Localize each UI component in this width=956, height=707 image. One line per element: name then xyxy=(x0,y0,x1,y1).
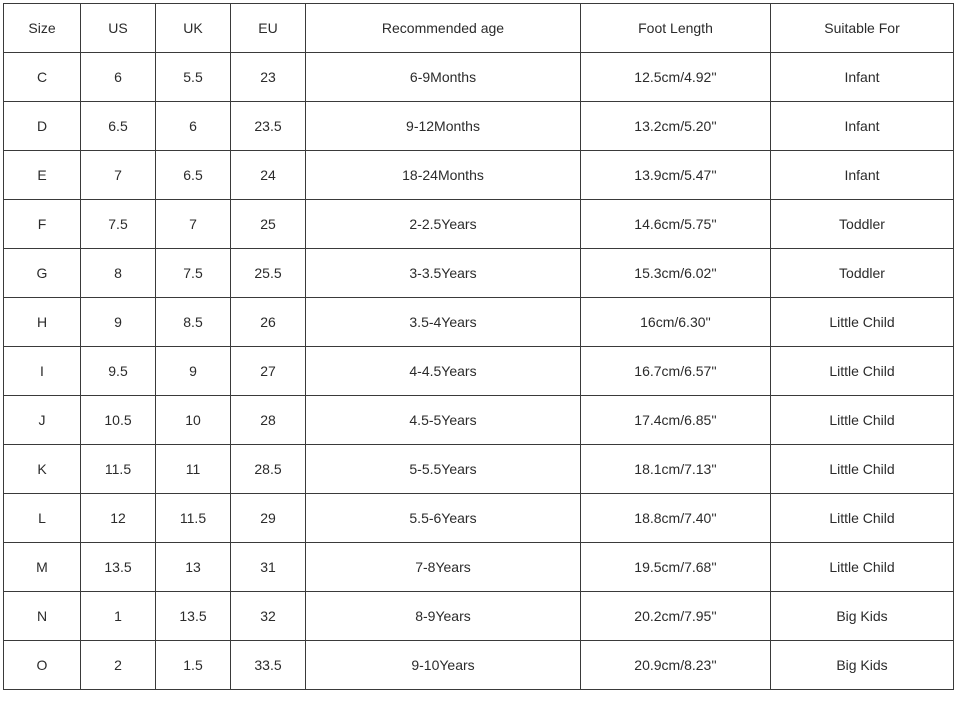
cell-recommended-age: 9-10Years xyxy=(306,641,581,690)
cell-recommended-age: 5-5.5Years xyxy=(306,445,581,494)
table-row xyxy=(4,543,954,592)
table-row xyxy=(4,445,954,494)
cell-eu: 31 xyxy=(231,543,306,592)
column-header-recommended-age: Recommended age xyxy=(306,4,581,53)
cell-foot-length: 18.8cm/7.40'' xyxy=(581,494,771,543)
cell-foot-length: 13.9cm/5.47'' xyxy=(581,151,771,200)
cell-suitable-for: Little Child xyxy=(771,445,954,494)
table-row xyxy=(4,151,954,200)
cell-foot-length: 18.1cm/7.13'' xyxy=(581,445,771,494)
cell-eu: 25 xyxy=(231,200,306,249)
table-body xyxy=(4,53,954,690)
cell-size: J xyxy=(4,396,81,445)
table-row xyxy=(4,592,954,641)
cell-recommended-age: 8-9Years xyxy=(306,592,581,641)
table-row xyxy=(4,53,954,102)
cell-eu: 23 xyxy=(231,53,306,102)
cell-eu: 25.5 xyxy=(231,249,306,298)
cell-foot-length: 19.5cm/7.68'' xyxy=(581,543,771,592)
cell-foot-length: 13.2cm/5.20'' xyxy=(581,102,771,151)
cell-eu: 32 xyxy=(231,592,306,641)
cell-eu: 28.5 xyxy=(231,445,306,494)
table-row xyxy=(4,249,954,298)
cell-size: K xyxy=(4,445,81,494)
cell-uk: 1.5 xyxy=(156,641,231,690)
cell-uk: 10 xyxy=(156,396,231,445)
cell-suitable-for: Infant xyxy=(771,151,954,200)
column-header-us: US xyxy=(81,4,156,53)
table-row xyxy=(4,641,954,690)
column-header-eu: EU xyxy=(231,4,306,53)
cell-size: F xyxy=(4,200,81,249)
cell-foot-length: 15.3cm/6.02'' xyxy=(581,249,771,298)
cell-suitable-for: Toddler xyxy=(771,200,954,249)
cell-recommended-age: 7-8Years xyxy=(306,543,581,592)
cell-suitable-for: Little Child xyxy=(771,396,954,445)
cell-size: O xyxy=(4,641,81,690)
cell-uk: 7 xyxy=(156,200,231,249)
cell-eu: 27 xyxy=(231,347,306,396)
cell-eu: 26 xyxy=(231,298,306,347)
cell-uk: 5.5 xyxy=(156,53,231,102)
column-header-suitable-for: Suitable For xyxy=(771,4,954,53)
cell-foot-length: 20.2cm/7.95'' xyxy=(581,592,771,641)
cell-us: 7.5 xyxy=(81,200,156,249)
cell-us: 9.5 xyxy=(81,347,156,396)
table-row xyxy=(4,494,954,543)
cell-uk: 13 xyxy=(156,543,231,592)
cell-suitable-for: Infant xyxy=(771,53,954,102)
cell-size: E xyxy=(4,151,81,200)
cell-suitable-for: Little Child xyxy=(771,543,954,592)
cell-recommended-age: 9-12Months xyxy=(306,102,581,151)
cell-us: 11.5 xyxy=(81,445,156,494)
cell-eu: 33.5 xyxy=(231,641,306,690)
cell-us: 6.5 xyxy=(81,102,156,151)
cell-suitable-for: Big Kids xyxy=(771,592,954,641)
cell-us: 13.5 xyxy=(81,543,156,592)
cell-us: 8 xyxy=(81,249,156,298)
cell-foot-length: 16.7cm/6.57'' xyxy=(581,347,771,396)
cell-us: 2 xyxy=(81,641,156,690)
cell-size: C xyxy=(4,53,81,102)
cell-recommended-age: 6-9Months xyxy=(306,53,581,102)
cell-suitable-for: Little Child xyxy=(771,494,954,543)
cell-recommended-age: 3.5-4Years xyxy=(306,298,581,347)
cell-uk: 6 xyxy=(156,102,231,151)
cell-foot-length: 17.4cm/6.85'' xyxy=(581,396,771,445)
cell-foot-length: 12.5cm/4.92'' xyxy=(581,53,771,102)
cell-uk: 6.5 xyxy=(156,151,231,200)
cell-foot-length: 20.9cm/8.23'' xyxy=(581,641,771,690)
cell-uk: 7.5 xyxy=(156,249,231,298)
cell-recommended-age: 18-24Months xyxy=(306,151,581,200)
cell-us: 7 xyxy=(81,151,156,200)
cell-size: L xyxy=(4,494,81,543)
column-header-uk: UK xyxy=(156,4,231,53)
table-row xyxy=(4,347,954,396)
cell-suitable-for: Infant xyxy=(771,102,954,151)
cell-size: I xyxy=(4,347,81,396)
cell-foot-length: 14.6cm/5.75'' xyxy=(581,200,771,249)
cell-uk: 11 xyxy=(156,445,231,494)
cell-eu: 23.5 xyxy=(231,102,306,151)
column-header-foot-length: Foot Length xyxy=(581,4,771,53)
size-chart-table xyxy=(3,3,954,690)
cell-foot-length: 16cm/6.30'' xyxy=(581,298,771,347)
cell-recommended-age: 5.5-6Years xyxy=(306,494,581,543)
cell-size: G xyxy=(4,249,81,298)
cell-us: 6 xyxy=(81,53,156,102)
cell-recommended-age: 3-3.5Years xyxy=(306,249,581,298)
cell-recommended-age: 4.5-5Years xyxy=(306,396,581,445)
cell-size: N xyxy=(4,592,81,641)
cell-us: 9 xyxy=(81,298,156,347)
cell-recommended-age: 4-4.5Years xyxy=(306,347,581,396)
cell-eu: 28 xyxy=(231,396,306,445)
cell-uk: 11.5 xyxy=(156,494,231,543)
cell-us: 1 xyxy=(81,592,156,641)
table-row xyxy=(4,200,954,249)
cell-us: 12 xyxy=(81,494,156,543)
cell-us: 10.5 xyxy=(81,396,156,445)
cell-suitable-for: Big Kids xyxy=(771,641,954,690)
column-header-size: Size xyxy=(4,4,81,53)
cell-eu: 24 xyxy=(231,151,306,200)
cell-suitable-for: Little Child xyxy=(771,298,954,347)
cell-uk: 9 xyxy=(156,347,231,396)
cell-uk: 8.5 xyxy=(156,298,231,347)
cell-size: H xyxy=(4,298,81,347)
table-row xyxy=(4,102,954,151)
cell-eu: 29 xyxy=(231,494,306,543)
table-header-row xyxy=(4,4,954,53)
cell-size: M xyxy=(4,543,81,592)
cell-recommended-age: 2-2.5Years xyxy=(306,200,581,249)
cell-size: D xyxy=(4,102,81,151)
cell-uk: 13.5 xyxy=(156,592,231,641)
cell-suitable-for: Toddler xyxy=(771,249,954,298)
table-row xyxy=(4,298,954,347)
cell-suitable-for: Little Child xyxy=(771,347,954,396)
table-row xyxy=(4,396,954,445)
